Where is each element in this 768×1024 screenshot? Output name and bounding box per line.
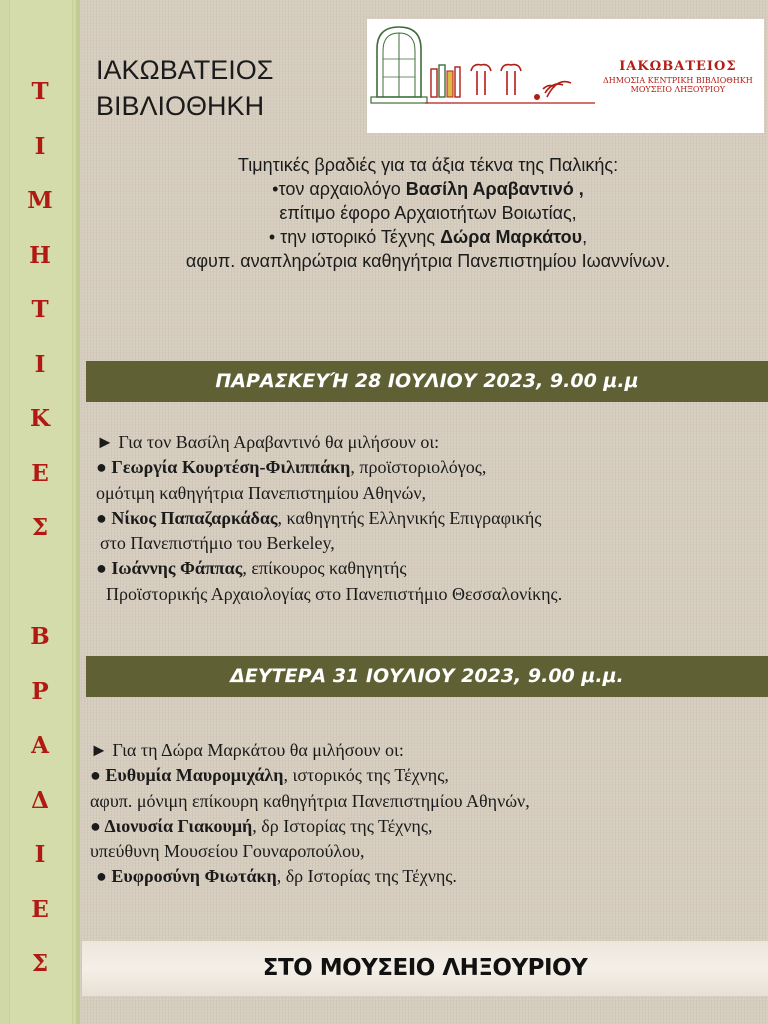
vertical-title-letter: Α bbox=[31, 732, 49, 759]
library-title-line2: ΒΙΒΛΙΟΘΗΚΗ bbox=[96, 91, 265, 121]
library-title bbox=[96, 52, 273, 124]
event2-speaker1: ● Ευθυμία Μαυρομιχάλη, ιστορικός της Τέχνης, bbox=[90, 765, 449, 786]
logo-name: ΙΑΚΩΒΑΤΕΙΟΣ bbox=[619, 59, 737, 74]
vertical-title-letter: Ι bbox=[34, 841, 46, 868]
intro-line3: επίτιμο έφορο Αρχαιοτήτων Βοιωτίας, bbox=[279, 203, 577, 223]
event1-speaker1-role: ομότιμη καθηγήτρια Πανεπιστημίου Αθηνών, bbox=[96, 482, 427, 503]
logo-museum: ΜΟΥΣΕΙΟ ΛΗΞΟΥΡΙΟΥ bbox=[630, 85, 726, 94]
vertical-title-letter: Τ bbox=[31, 296, 49, 323]
event1-speaker1: ● Γεωργία Κουρτέση-Φιλιππάκη, προϊστοριολόγος, bbox=[96, 457, 487, 478]
vertical-title-letter: Σ bbox=[31, 950, 49, 977]
logo-subtitle: ΔΗΜΟΣΙΑ ΚΕΝΤΡΙΚΗ ΒΙΒΛΙΟΘΗΚΗ bbox=[603, 76, 753, 85]
intro-line5: αφυπ. αναπληρώτρια καθηγήτρια Πανεπιστημίου Ιωαννίνων. bbox=[185, 251, 671, 271]
vertical-title-letter: Β bbox=[30, 623, 50, 650]
event2-speakers bbox=[90, 738, 762, 890]
event2-speaker3: ● Ευφροσύνη Φιωτάκη, δρ Ιστορίας της Τέχνης. bbox=[96, 866, 457, 887]
intro-line2: •τον αρχαιολόγο Βασίλη Αραβαντινό , bbox=[272, 179, 584, 199]
vertical-title-sidebar bbox=[0, 0, 80, 1024]
library-logo bbox=[367, 19, 764, 133]
intro-text bbox=[88, 153, 768, 273]
event1-speaker2: ● Νίκος Παπαζαρκάδας, καθηγητής Ελληνικής Επιγραφικής bbox=[96, 507, 542, 528]
event2-speaker2-role: υπεύθυνη Μουσείου Γουναροπούλου, bbox=[90, 841, 365, 862]
vertical-title-letter: Σ bbox=[31, 514, 49, 541]
library-title-line1: ΙΑΚΩΒΑΤΕΙΟΣ bbox=[96, 55, 274, 85]
logo-text-block bbox=[603, 59, 753, 94]
event2-intro: ► Για τη Δώρα Μαρκάτου θα μιλήσουν οι: bbox=[90, 740, 404, 760]
honoree-2-name: Δώρα Μαρκάτου bbox=[440, 227, 583, 247]
vertical-title-letter: Μ bbox=[27, 187, 53, 214]
event1-intro: ► Για τον Βασίλη Αραβαντινό θα μιλήσουν οι: bbox=[96, 432, 440, 452]
vertical-title-letter: Τ bbox=[31, 78, 49, 105]
vertical-title-letter: Ι bbox=[34, 350, 46, 378]
library-building-illustration-icon bbox=[367, 19, 599, 133]
event1-speaker3: ● Ιωάννης Φάππας, επίκουρος καθηγητής bbox=[96, 558, 407, 579]
event1-speakers bbox=[96, 430, 768, 607]
event2-speaker1-role: αφυπ. μόνιμη επίκουρη καθηγήτρια Πανεπιστημίου Αθηνών, bbox=[90, 790, 530, 811]
event1-speaker3-role: Προϊστορικής Αρχαιολογίας στο Πανεπιστήμιο Θεσσαλονίκης. bbox=[106, 583, 563, 604]
event1-speaker2-role: στο Πανεπιστήμιο του Berkeley, bbox=[100, 533, 335, 554]
event2-speaker2: ● Διονυσία Γιακουμή, δρ Ιστορίας της Τέχνης, bbox=[90, 815, 433, 836]
vertical-title-letter: Ι bbox=[34, 132, 46, 160]
event1-date-band: ΠΑΡΑΣΚΕΥΉ 28 ΙΟΥΛΙΟΥ 2023, 9.00 μ.μ bbox=[86, 361, 768, 402]
intro-line1: Τιμητικές βραδιές για τα άξια τέκνα της Παλικής: bbox=[237, 155, 619, 175]
venue-banner: ΣΤΟ ΜΟΥΣΕΙΟ ΛΗΞΟΥΡΙΟΥ bbox=[82, 941, 768, 996]
vertical-title-letter: Δ bbox=[31, 786, 49, 814]
vertical-title-letter: Η bbox=[29, 241, 51, 269]
intro-line4: • την ιστορικό Τέχνης Δώρα Μαρκάτου, bbox=[268, 227, 588, 247]
event2-date-band: ΔΕΥΤΕΡΑ 31 ΙΟΥΛΙΟΥ 2023, 9.00 μ.μ. bbox=[86, 656, 768, 697]
vertical-title-letter: Ε bbox=[31, 459, 49, 487]
honoree-1-name: Βασίλη Αραβαντινό , bbox=[405, 179, 584, 199]
vertical-title-letter: Ρ bbox=[31, 677, 49, 705]
vertical-title-letter: Κ bbox=[30, 405, 50, 432]
vertical-title-letter: Ε bbox=[31, 895, 49, 923]
